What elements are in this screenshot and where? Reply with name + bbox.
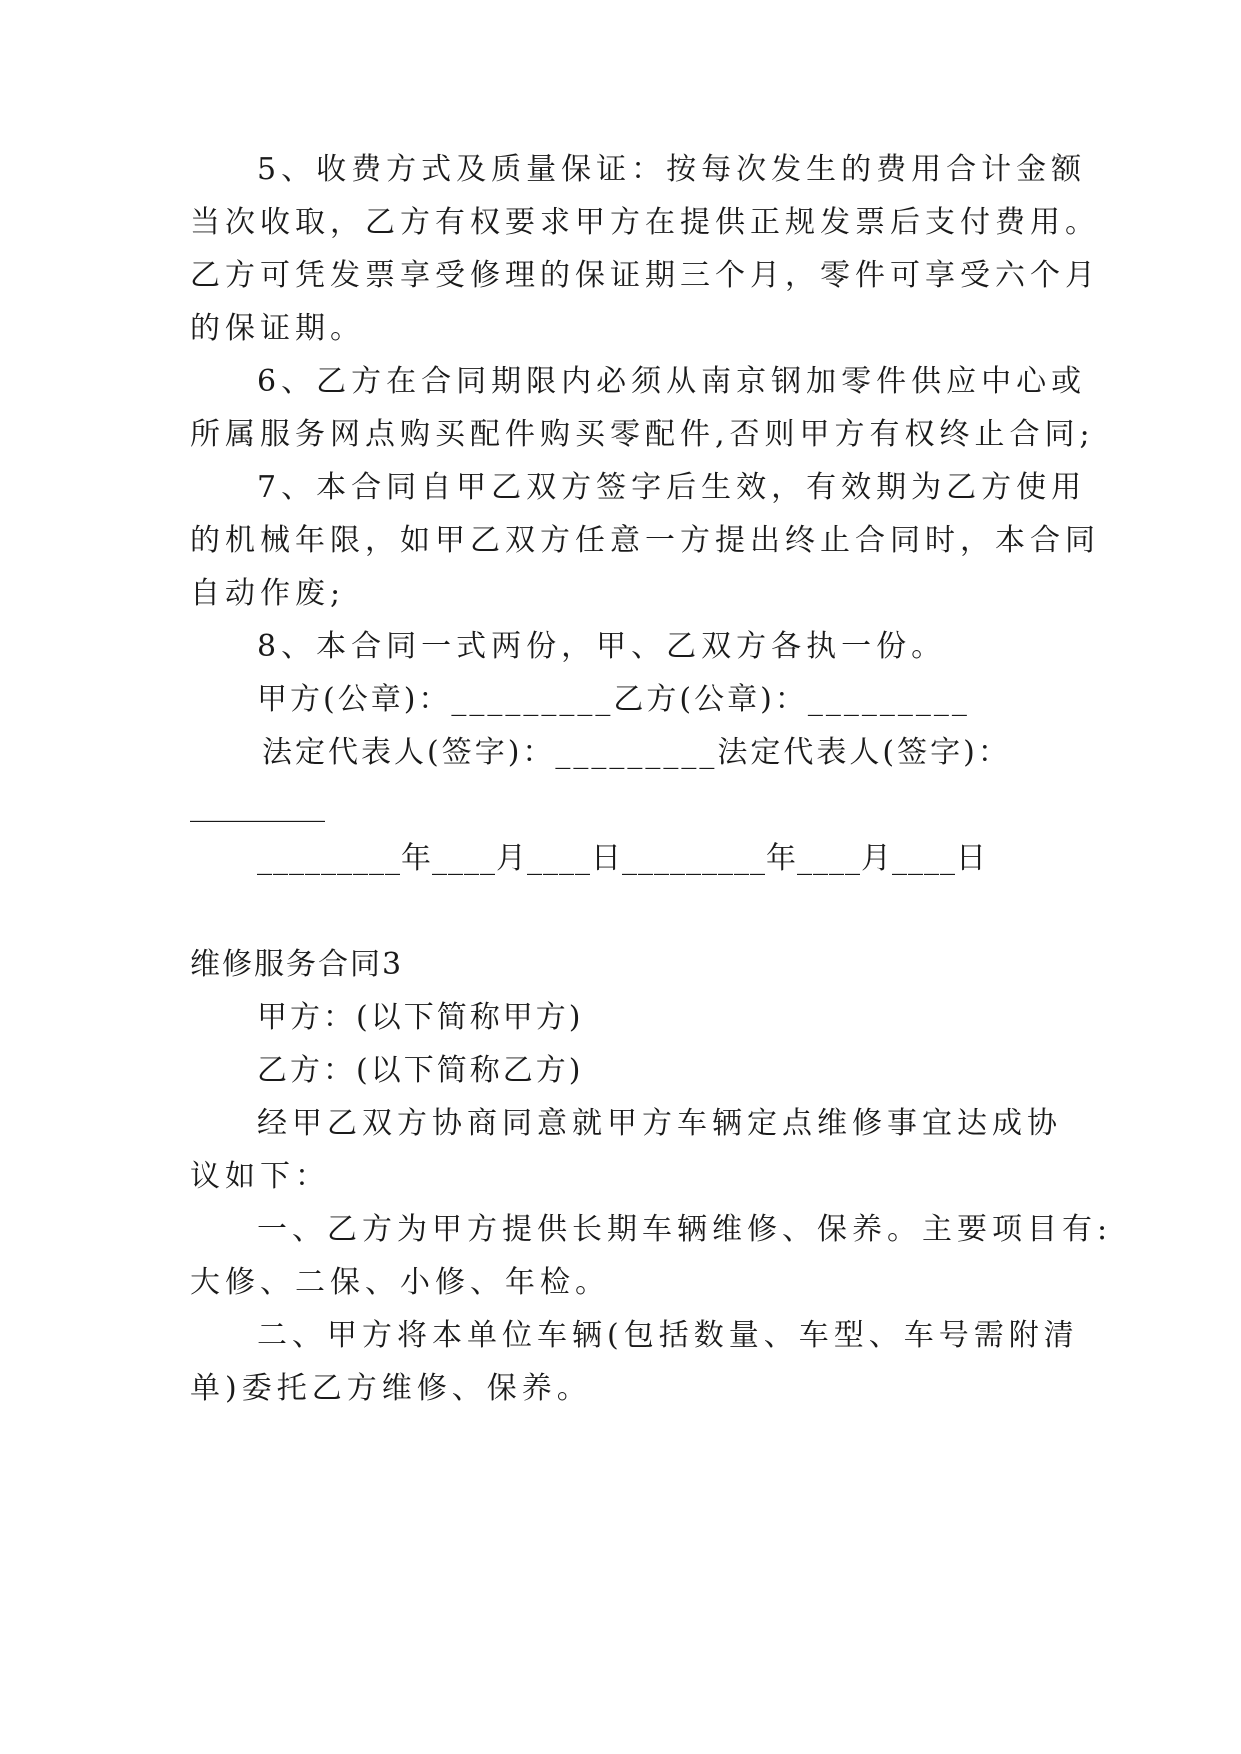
clause-5-line-4: 的保证期。 xyxy=(190,311,365,346)
clause-5-line-2: 当次收取，乙方有权要求甲方在提供正规发票后支付费用。 xyxy=(190,205,1100,240)
agreement-intro-line-1: 经甲乙双方协商同意就甲方车辆定点维修事宜达成协 xyxy=(257,1106,1062,1141)
clause-6-line-2: 所属服务网点购买配件购买零配件,否则甲方有权终止合同; xyxy=(190,417,1095,452)
clause-6-line-1: 6、乙方在合同期限内必须从南京钢加零件供应中心或 xyxy=(257,364,1087,399)
article-1-line-2: 大修、二保、小修、年检。 xyxy=(190,1265,610,1300)
clause-5-line-3: 乙方可凭发票享受修理的保证期三个月，零件可享受六个月 xyxy=(190,258,1100,293)
clause-5-line-1: 5、收费方式及质量保证：按每次发生的费用合计金额 xyxy=(257,152,1087,187)
article-2-line-2: 单)委托乙方维修、保养。 xyxy=(190,1371,592,1406)
clause-7-line-3: 自动作废; xyxy=(190,576,346,611)
article-2-line-1: 二、甲方将本单位车辆(包括数量、车型、车号需附清 xyxy=(257,1318,1079,1353)
date-line: _________年____月____日_________年____月____日 xyxy=(257,841,987,876)
signature-blank-line: _________ xyxy=(190,788,325,823)
party-seal-line: 甲方(公章)：_________乙方(公章)：_________ xyxy=(257,682,970,717)
article-1-line-1: 一、乙方为甲方提供长期车辆维修、保养。主要项目有: xyxy=(257,1212,1113,1247)
clause-8-line-1: 8、本合同一式两份，甲、乙双方各执一份。 xyxy=(257,629,947,664)
contract-title: 维修服务合同3 xyxy=(190,947,404,982)
clause-7-line-2: 的机械年限，如甲乙双方任意一方提出终止合同时，本合同 xyxy=(190,523,1100,558)
agreement-intro-line-2: 议如下： xyxy=(190,1159,330,1194)
party-b-line: 乙方：(以下简称乙方) xyxy=(257,1053,584,1088)
legal-rep-signature-line: 法定代表人(签字)：_________法定代表人(签字)： xyxy=(262,735,1011,770)
clause-7-line-1: 7、本合同自甲乙双方签字后生效，有效期为乙方使用 xyxy=(257,470,1087,505)
party-a-line: 甲方：(以下简称甲方) xyxy=(257,1000,584,1035)
